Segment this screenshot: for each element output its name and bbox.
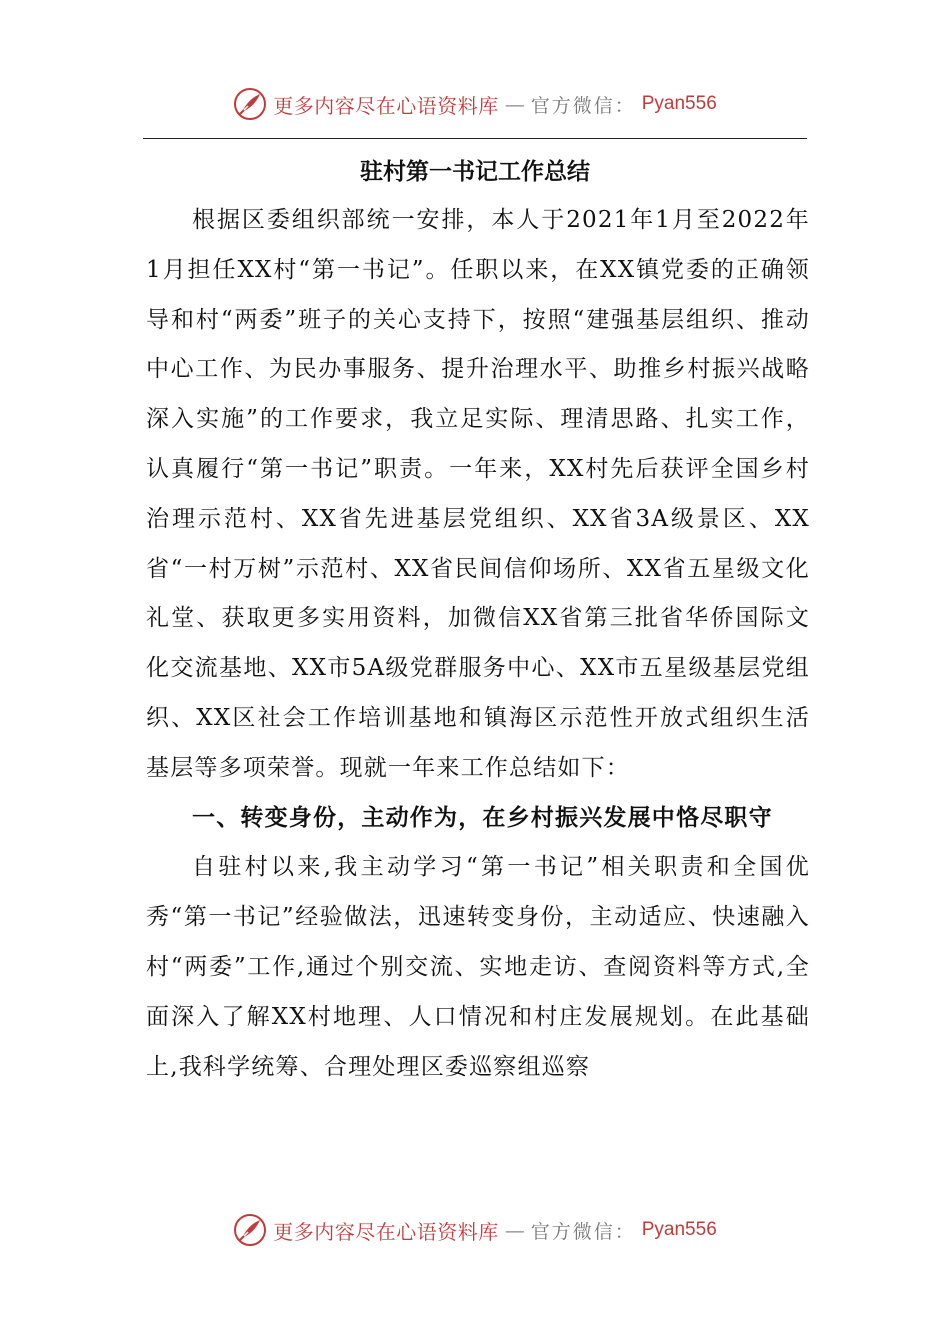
section-1-paragraph: 自驻村以来,我主动学习“第一书记”相关职责和全国优秀“第一书记”经验做法，迅速转变身份，主动适应、快速融入村“两委”工作,通过个别交流、实地走访、查阅资料等方式,全面深入了解XX村地理、人口情况和村庄发展规划。在此基础上,我科学统筹、合理处理区委巡察组巡察 bbox=[146, 854, 810, 1080]
document-title: 驻村第一书记工作总结 bbox=[360, 159, 590, 185]
footer-promo-text: 更多内容尽在心语资料库 bbox=[273, 1219, 499, 1244]
section-1-heading: 一、转变身份，主动作为，在乡村振兴发展中恪尽职守 bbox=[192, 804, 773, 831]
footer-contact-id: Pyan556 bbox=[641, 1219, 717, 1240]
quill-logo-icon bbox=[233, 1213, 267, 1247]
footer-banner bbox=[0, 1208, 950, 1252]
header-promo-text: 更多内容尽在心语资料库 bbox=[273, 93, 499, 118]
header-separator: — bbox=[504, 92, 525, 116]
header-banner bbox=[0, 82, 950, 126]
document-body bbox=[146, 196, 810, 1092]
intro-paragraph: 根据区委组织部统一安排，本人于2021年1月至2022年1月担任XX村“第一书记”。任职以来，在XX镇党委的正确领导和村“两委”班子的关心支持下，按照“建强基层组织、推动中心工作、为民办事服务、提升治理水平、助推乡村振兴战略深入实施”的工作要求，我立足实际、理清思路、扎实工作，认真履行“第一书记”职责。一年来，XX村先后获评全国乡村治理示范村、XX省先进基层党组织、XX省3A级景区、XX省“一村万树”示范村、XX省民间信仰场所、XX省五星级文化礼堂、获取更多实用资料，加微信XX省第三批省华侨国际文化交流基地、XX市5A级党群服务中心、XX市五星级基层党组织、XX区社会工作培训基地和镇海区示范性开放式组织生活基层等多项荣誉。现就一年来工作总结如下： bbox=[146, 207, 810, 781]
footer-separator: — bbox=[504, 1218, 525, 1242]
header-contact-id: Pyan556 bbox=[641, 93, 717, 114]
quill-logo-icon bbox=[233, 87, 267, 121]
footer-contact-label: 官方微信： bbox=[530, 1220, 636, 1243]
header-divider bbox=[143, 138, 807, 139]
header-contact-label: 官方微信： bbox=[530, 94, 636, 117]
